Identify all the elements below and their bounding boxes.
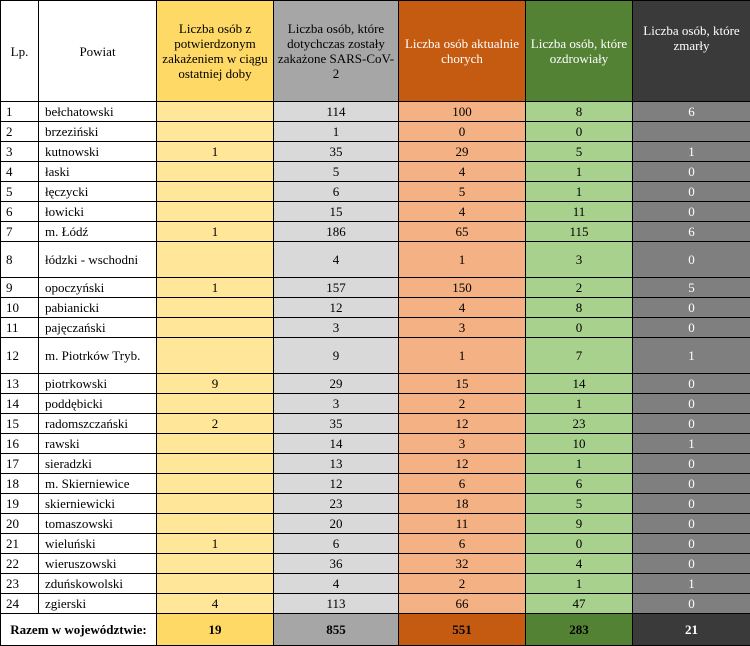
cell-powiat: opoczyński bbox=[39, 278, 157, 298]
header-recovered: Liczba osób, które ozdrowiały bbox=[526, 1, 633, 102]
cell-new-cases bbox=[157, 202, 274, 222]
cell-new-cases bbox=[157, 338, 274, 374]
table-row bbox=[1, 182, 750, 202]
table-row bbox=[1, 474, 750, 494]
cell-deaths: 0 bbox=[633, 534, 750, 554]
cell-deaths: 0 bbox=[633, 454, 750, 474]
cell-total-infected: 6 bbox=[274, 182, 399, 202]
cell-lp: 14 bbox=[1, 394, 39, 414]
totals-label: Razem w województwie: bbox=[1, 614, 157, 646]
cell-deaths: 5 bbox=[633, 278, 750, 298]
cell-powiat: pabianicki bbox=[39, 298, 157, 318]
cell-lp: 8 bbox=[1, 242, 39, 278]
cell-powiat: wieluński bbox=[39, 534, 157, 554]
cell-lp: 1 bbox=[1, 102, 39, 122]
cell-lp: 21 bbox=[1, 534, 39, 554]
cell-new-cases: 1 bbox=[157, 222, 274, 242]
table-row bbox=[1, 494, 750, 514]
cell-powiat: radomszczański bbox=[39, 414, 157, 434]
cell-currently-ill: 0 bbox=[399, 122, 526, 142]
cell-lp: 3 bbox=[1, 142, 39, 162]
cell-powiat: zduńskowolski bbox=[39, 574, 157, 594]
cell-total-infected: 6 bbox=[274, 534, 399, 554]
totals-deaths: 21 bbox=[633, 614, 750, 646]
cell-currently-ill: 65 bbox=[399, 222, 526, 242]
cell-currently-ill: 4 bbox=[399, 202, 526, 222]
cell-powiat: pajęczański bbox=[39, 318, 157, 338]
cell-total-infected: 29 bbox=[274, 374, 399, 394]
cell-deaths: 0 bbox=[633, 554, 750, 574]
table-row bbox=[1, 222, 750, 242]
cell-lp: 15 bbox=[1, 414, 39, 434]
cell-deaths: 0 bbox=[633, 298, 750, 318]
cell-deaths: 1 bbox=[633, 338, 750, 374]
cell-deaths: 0 bbox=[633, 514, 750, 534]
cell-total-infected: 5 bbox=[274, 162, 399, 182]
cell-new-cases bbox=[157, 454, 274, 474]
cell-powiat: m. Łódź bbox=[39, 222, 157, 242]
cell-total-infected: 20 bbox=[274, 514, 399, 534]
cell-powiat: łódzki - wschodni bbox=[39, 242, 157, 278]
table-body bbox=[1, 102, 750, 614]
cell-lp: 24 bbox=[1, 594, 39, 614]
cell-lp: 16 bbox=[1, 434, 39, 454]
cell-total-infected: 9 bbox=[274, 338, 399, 374]
cell-lp: 19 bbox=[1, 494, 39, 514]
cell-recovered: 2 bbox=[526, 278, 633, 298]
cell-powiat: tomaszowski bbox=[39, 514, 157, 534]
cell-lp: 22 bbox=[1, 554, 39, 574]
cell-recovered: 0 bbox=[526, 318, 633, 338]
cell-deaths: 0 bbox=[633, 414, 750, 434]
cell-deaths: 1 bbox=[633, 434, 750, 454]
cell-deaths: 0 bbox=[633, 594, 750, 614]
cell-recovered: 10 bbox=[526, 434, 633, 454]
header-row bbox=[1, 1, 750, 102]
cell-total-infected: 36 bbox=[274, 554, 399, 574]
cell-currently-ill: 11 bbox=[399, 514, 526, 534]
cell-recovered: 9 bbox=[526, 514, 633, 534]
cell-recovered: 0 bbox=[526, 534, 633, 554]
cell-powiat: poddębicki bbox=[39, 394, 157, 414]
cell-total-infected: 12 bbox=[274, 474, 399, 494]
cell-total-infected: 4 bbox=[274, 574, 399, 594]
header-lp: Lp. bbox=[1, 1, 39, 102]
header-total-infected: Liczba osób, które dotychczas zostały zakażone SARS-CoV-2 bbox=[274, 1, 399, 102]
cell-new-cases bbox=[157, 162, 274, 182]
cell-deaths: 0 bbox=[633, 242, 750, 278]
table-row bbox=[1, 454, 750, 474]
cell-recovered: 1 bbox=[526, 162, 633, 182]
cell-lp: 4 bbox=[1, 162, 39, 182]
table-row bbox=[1, 534, 750, 554]
cell-recovered: 0 bbox=[526, 122, 633, 142]
cell-new-cases bbox=[157, 298, 274, 318]
cell-new-cases: 1 bbox=[157, 142, 274, 162]
table-row bbox=[1, 298, 750, 318]
table-row bbox=[1, 102, 750, 122]
cell-powiat: łaski bbox=[39, 162, 157, 182]
cell-deaths bbox=[633, 122, 750, 142]
header-currently-ill: Liczba osób aktualnie chorych bbox=[399, 1, 526, 102]
cell-new-cases bbox=[157, 554, 274, 574]
cell-recovered: 8 bbox=[526, 102, 633, 122]
cell-new-cases bbox=[157, 394, 274, 414]
cell-recovered: 6 bbox=[526, 474, 633, 494]
cell-currently-ill: 32 bbox=[399, 554, 526, 574]
table-row bbox=[1, 318, 750, 338]
table-row bbox=[1, 414, 750, 434]
cell-deaths: 0 bbox=[633, 394, 750, 414]
table-row bbox=[1, 122, 750, 142]
cell-new-cases bbox=[157, 122, 274, 142]
cell-new-cases: 4 bbox=[157, 594, 274, 614]
cell-currently-ill: 100 bbox=[399, 102, 526, 122]
table-row bbox=[1, 278, 750, 298]
cell-total-infected: 113 bbox=[274, 594, 399, 614]
totals-new: 19 bbox=[157, 614, 274, 646]
cell-currently-ill: 18 bbox=[399, 494, 526, 514]
cell-recovered: 23 bbox=[526, 414, 633, 434]
table-row bbox=[1, 574, 750, 594]
cell-recovered: 5 bbox=[526, 142, 633, 162]
cell-total-infected: 15 bbox=[274, 202, 399, 222]
header-new-cases: Liczba osób z potwierdzonym zakażeniem w ciągu ostatniej doby bbox=[157, 1, 274, 102]
cell-currently-ill: 15 bbox=[399, 374, 526, 394]
cell-powiat: brzeziński bbox=[39, 122, 157, 142]
cell-recovered: 1 bbox=[526, 182, 633, 202]
cell-currently-ill: 6 bbox=[399, 474, 526, 494]
cell-recovered: 11 bbox=[526, 202, 633, 222]
header-powiat: Powiat bbox=[39, 1, 157, 102]
cell-deaths: 0 bbox=[633, 318, 750, 338]
cell-total-infected: 157 bbox=[274, 278, 399, 298]
cell-powiat: rawski bbox=[39, 434, 157, 454]
cell-deaths: 0 bbox=[633, 374, 750, 394]
cell-lp: 12 bbox=[1, 338, 39, 374]
cell-total-infected: 114 bbox=[274, 102, 399, 122]
cell-total-infected: 13 bbox=[274, 454, 399, 474]
cell-new-cases bbox=[157, 474, 274, 494]
table-row bbox=[1, 594, 750, 614]
cell-currently-ill: 1 bbox=[399, 242, 526, 278]
cell-new-cases bbox=[157, 318, 274, 338]
cell-deaths: 0 bbox=[633, 494, 750, 514]
cell-powiat: łęczycki bbox=[39, 182, 157, 202]
cell-deaths: 0 bbox=[633, 182, 750, 202]
cell-powiat: kutnowski bbox=[39, 142, 157, 162]
cell-recovered: 1 bbox=[526, 574, 633, 594]
table-row bbox=[1, 374, 750, 394]
table-row bbox=[1, 514, 750, 534]
cell-lp: 17 bbox=[1, 454, 39, 474]
table-row bbox=[1, 338, 750, 374]
cell-recovered: 14 bbox=[526, 374, 633, 394]
cell-total-infected: 186 bbox=[274, 222, 399, 242]
cell-currently-ill: 5 bbox=[399, 182, 526, 202]
table-row bbox=[1, 434, 750, 454]
cell-powiat: łowicki bbox=[39, 202, 157, 222]
cell-recovered: 8 bbox=[526, 298, 633, 318]
cell-lp: 10 bbox=[1, 298, 39, 318]
cell-recovered: 5 bbox=[526, 494, 633, 514]
cell-deaths: 6 bbox=[633, 222, 750, 242]
cell-new-cases bbox=[157, 102, 274, 122]
cell-currently-ill: 2 bbox=[399, 574, 526, 594]
cell-recovered: 4 bbox=[526, 554, 633, 574]
cell-deaths: 0 bbox=[633, 202, 750, 222]
totals-ill: 551 bbox=[399, 614, 526, 646]
cell-powiat: bełchatowski bbox=[39, 102, 157, 122]
table-row bbox=[1, 394, 750, 414]
cell-total-infected: 35 bbox=[274, 414, 399, 434]
cell-powiat: sieradzki bbox=[39, 454, 157, 474]
cell-total-infected: 1 bbox=[274, 122, 399, 142]
totals-recovered: 283 bbox=[526, 614, 633, 646]
cell-total-infected: 4 bbox=[274, 242, 399, 278]
cell-currently-ill: 12 bbox=[399, 414, 526, 434]
cell-deaths: 1 bbox=[633, 574, 750, 594]
cell-lp: 2 bbox=[1, 122, 39, 142]
cell-new-cases bbox=[157, 182, 274, 202]
cell-new-cases bbox=[157, 434, 274, 454]
cell-deaths: 6 bbox=[633, 102, 750, 122]
table-row bbox=[1, 162, 750, 182]
cell-currently-ill: 6 bbox=[399, 534, 526, 554]
cell-total-infected: 3 bbox=[274, 318, 399, 338]
cell-recovered: 1 bbox=[526, 394, 633, 414]
cell-recovered: 3 bbox=[526, 242, 633, 278]
cell-new-cases bbox=[157, 514, 274, 534]
cell-currently-ill: 12 bbox=[399, 454, 526, 474]
cell-currently-ill: 4 bbox=[399, 298, 526, 318]
cell-total-infected: 35 bbox=[274, 142, 399, 162]
cell-powiat: m. Piotrków Tryb. bbox=[39, 338, 157, 374]
totals-row bbox=[1, 614, 750, 646]
cell-powiat: skierniewicki bbox=[39, 494, 157, 514]
cell-currently-ill: 3 bbox=[399, 318, 526, 338]
cell-lp: 7 bbox=[1, 222, 39, 242]
table-row bbox=[1, 554, 750, 574]
cell-currently-ill: 4 bbox=[399, 162, 526, 182]
cell-deaths: 0 bbox=[633, 474, 750, 494]
cell-powiat: wieruszowski bbox=[39, 554, 157, 574]
cell-powiat: piotrkowski bbox=[39, 374, 157, 394]
table-row bbox=[1, 202, 750, 222]
cell-new-cases: 2 bbox=[157, 414, 274, 434]
header-deaths: Liczba osób, które zmarły bbox=[633, 1, 750, 102]
cell-currently-ill: 150 bbox=[399, 278, 526, 298]
cell-lp: 11 bbox=[1, 318, 39, 338]
table-row bbox=[1, 242, 750, 278]
cell-recovered: 47 bbox=[526, 594, 633, 614]
cell-lp: 18 bbox=[1, 474, 39, 494]
cell-new-cases: 1 bbox=[157, 278, 274, 298]
cell-recovered: 7 bbox=[526, 338, 633, 374]
cell-currently-ill: 29 bbox=[399, 142, 526, 162]
totals-total: 855 bbox=[274, 614, 399, 646]
cell-currently-ill: 2 bbox=[399, 394, 526, 414]
cell-lp: 5 bbox=[1, 182, 39, 202]
cell-total-infected: 12 bbox=[274, 298, 399, 318]
cell-currently-ill: 3 bbox=[399, 434, 526, 454]
cell-powiat: zgierski bbox=[39, 594, 157, 614]
cell-powiat: m. Skierniewice bbox=[39, 474, 157, 494]
cell-total-infected: 23 bbox=[274, 494, 399, 514]
cell-currently-ill: 1 bbox=[399, 338, 526, 374]
cell-recovered: 1 bbox=[526, 454, 633, 474]
table-row bbox=[1, 142, 750, 162]
cell-lp: 13 bbox=[1, 374, 39, 394]
cell-recovered: 115 bbox=[526, 222, 633, 242]
cell-lp: 23 bbox=[1, 574, 39, 594]
cell-lp: 9 bbox=[1, 278, 39, 298]
cell-total-infected: 3 bbox=[274, 394, 399, 414]
cell-new-cases: 1 bbox=[157, 534, 274, 554]
cell-new-cases bbox=[157, 242, 274, 278]
cell-deaths: 0 bbox=[633, 162, 750, 182]
cell-currently-ill: 66 bbox=[399, 594, 526, 614]
cell-lp: 20 bbox=[1, 514, 39, 534]
cell-deaths: 1 bbox=[633, 142, 750, 162]
cell-new-cases bbox=[157, 494, 274, 514]
cell-new-cases bbox=[157, 574, 274, 594]
cell-lp: 6 bbox=[1, 202, 39, 222]
cell-new-cases: 9 bbox=[157, 374, 274, 394]
cell-total-infected: 14 bbox=[274, 434, 399, 454]
